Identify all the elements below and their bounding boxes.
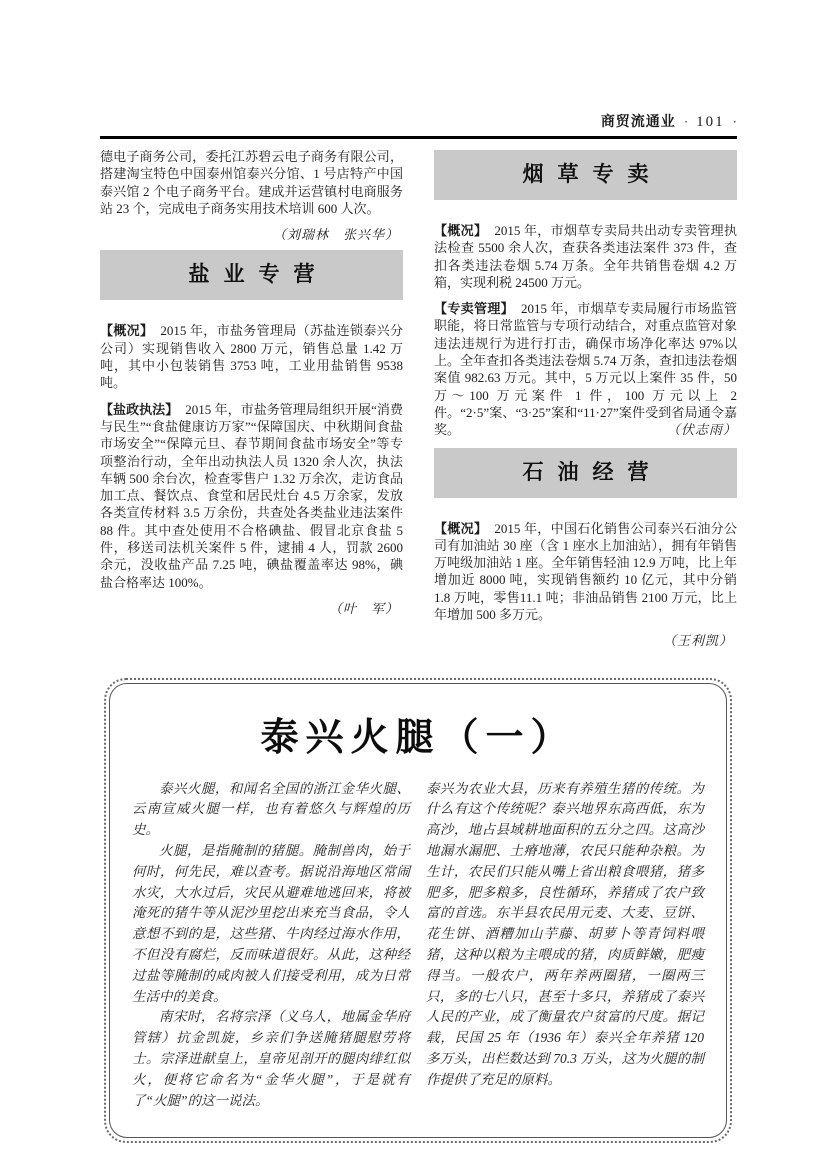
entry-text: 2015 年，中国石化销售公司泰兴石油分公司有加油站 30 座（含 1 座水上加油站），拥有年销售万吨级加油站 1 座。全年销售轻油 12.9 万吨，比上年增加近 8000 吨，实现销售额约 10 亿元，其中分销 1.8 万吨，零售11.1 吨；非油品销售 2100 万元，比上年增加 500 多万元。 <box>434 520 737 623</box>
page-header <box>100 112 737 131</box>
paragraph-tobacco-overview <box>434 222 737 291</box>
signature-salt-author: （叶 军） <box>328 600 399 616</box>
section-title-text: 烟草专卖 <box>522 163 663 186</box>
feature-box <box>109 683 727 1139</box>
feature-left-column <box>132 779 410 1112</box>
paragraph-salt-overview <box>100 322 403 391</box>
paragraph-tobacco-management <box>434 300 737 438</box>
header-separator-dot: · <box>683 114 689 129</box>
feature-paragraph-2: 火腿，是指腌制的猪腿。腌制兽肉，始于何时，何先民，难以查考。据说沿海地区常闹水灾，大水过后，灾民从避难地逃回来，将被淹死的猪牛等从泥沙里挖出来充当食品，令人意想不到的是，这些猪、牛肉经过海水作用，不但没有腐烂，反而味道很好。从此，这种经过盐等腌制的咸肉被人们接受利用，成为日常生活中的美食。 <box>132 843 410 1004</box>
entry-label-management: 【专卖管理】 <box>434 301 515 317</box>
running-head-title: 商贸流通业 <box>600 113 676 129</box>
entry-text: 2015 年，市烟草专卖局共出动专卖管理执法检查 5500 余人次，查获各类违法案件 373 件，查扣各类违法卷烟 5.74 万条。全年共销售卷烟 4.2 万箱，实现利税 24500 万元。 <box>434 223 737 290</box>
entry-text: 2015 年，市盐务管理局（苏盐连锁泰兴分公司）实现销售收入 2800 万元，销售总量 1.42 万吨，其中小包装销售 3753 吨，工业用盐销售 9538 吨。 <box>100 323 403 391</box>
header-rule <box>100 136 737 139</box>
signature-tobacco-author: （伏志雨） <box>666 422 737 438</box>
section-title-tobacco-monopoly <box>434 150 737 200</box>
entry-label-overview: 【概况】 <box>434 520 488 536</box>
entry-text: 2015 年，市盐务管理局组织开展“消费与民生”“食盐健康访万家”“保障国庆、中秋期间食盐市场安全”“保障元旦、春节期间食盐市场安全”等专项整治行动，全年出动执法人员 1320 余人次，执法车辆 500 余台次，检查零售户 1.32 万余次，走访食品加工点、餐饮点、食堂和居民灶台 4.5 万余家，发放各类宣传材料 3.5 万余份，共查处各类盐业违法案件 88 件。其中查处使用不合格碘盐、假冒北京食盐 5 件，移送司法机关案件 5 件，逮捕 4 人，罚款 2600 余元，没收盐产品 7.25 吨，碘盐覆盖率达 98%，碘盐合格率达 100%。 <box>100 401 403 590</box>
entry-label-enforcement: 【盐政执法】 <box>100 401 179 417</box>
paragraph-oil-overview <box>434 520 737 624</box>
feature-right-column <box>426 779 704 1112</box>
entry-label-overview: 【概况】 <box>100 323 154 339</box>
entry-label-overview: 【概况】 <box>434 223 488 238</box>
section-title-petroleum <box>434 448 737 498</box>
right-column <box>434 148 737 652</box>
feature-paragraph-3: 南宋时，名将宗泽（义乌人，地属金华府管辖）抗金凯旋，乡亲们争送腌猪腿慰劳将士。宗泽进献皇上，皇帝见剖开的腿肉绯红似火，便将它命名为“金华火腿”，于是就有了“火腿”的这一说法。 <box>132 1009 410 1108</box>
feature-paragraph-1: 泰兴火腿，和闻名全国的浙江金华火腿、云南宣威火腿一样，也有着悠久与辉煌的历史。 <box>132 780 410 838</box>
section-title-text: 盐业专营 <box>188 263 329 287</box>
header-separator-dot: · <box>732 114 737 129</box>
paragraph-salt-enforcement <box>100 401 403 591</box>
section-title-salt-monopoly <box>100 250 403 300</box>
feature-columns <box>132 779 704 1112</box>
left-column <box>100 148 403 652</box>
paragraph-ecommerce-continuation: 德电子商务公司，委托江苏碧云电子商务有限公司，搭建淘宝特色中国泰州馆泰兴分馆、1 号店特产中国泰兴馆 2 个电子商务平台。建成并运营镇村电商服务站 23 个，完成电子商务实用技术培训 600 人次。 <box>100 149 403 216</box>
feature-box-border <box>104 678 732 1144</box>
entry-text: 2015 年，市烟草专卖局履行市场监管职能，将日常监管与专项行动结合，对重点监管对象违法违规行为进行打击，确保市场净化率达 97%以上。全年查扣各类违法卷烟 5.74 万条，查扣违法卷烟案值 982.63 万元。其中，5 万元以上案件 35 件，50 万～100 万元案件 1 件，100 万元以上 2 件。“2·5”案、“3·25”案和“11·27”案件受到省局通令嘉奖。 <box>434 301 737 438</box>
feature-title: 泰兴火腿（一） <box>260 716 576 759</box>
article-columns <box>100 148 737 652</box>
section-title-text: 石油经营 <box>522 460 663 484</box>
signature-oil-author: （王利凯） <box>662 633 733 649</box>
signature-ecommerce-authors: （刘瑞林 张兴华） <box>272 227 399 243</box>
feature-paragraph-4: 泰兴为农业大县，历来有养殖生猪的传统。为什么有这个传统呢？泰兴地界东高西低，东为高沙，地占县域耕地面积的五分之四。这高沙地漏水漏肥、土瘠地薄，农民只能种杂粮。为生计，农民们只能从嘴上省出粮食喂猪，猪多肥多，肥多粮多，良性循环，养猪成了农户致富的首选。东半县农民用元麦、大麦、豆饼、花生饼、酒糟加山芋藤、胡萝卜等青饲料喂猪，这种以粮为主喂成的猪，肉质鲜嫩，肥瘦得当。一般农户，两年养两圈猪，一圈两三只，多的七八只，甚至十多只，养猪成了泰兴人民的产业，成了衡量农户贫富的尺度。据记载，民国 25 年（1936 年）泰兴全年养猪 120 多万头，出栏数达到 70.3 万头，这为火腿的制作提供了充足的原料。 <box>426 780 704 1087</box>
page-number: 101 <box>696 114 725 130</box>
